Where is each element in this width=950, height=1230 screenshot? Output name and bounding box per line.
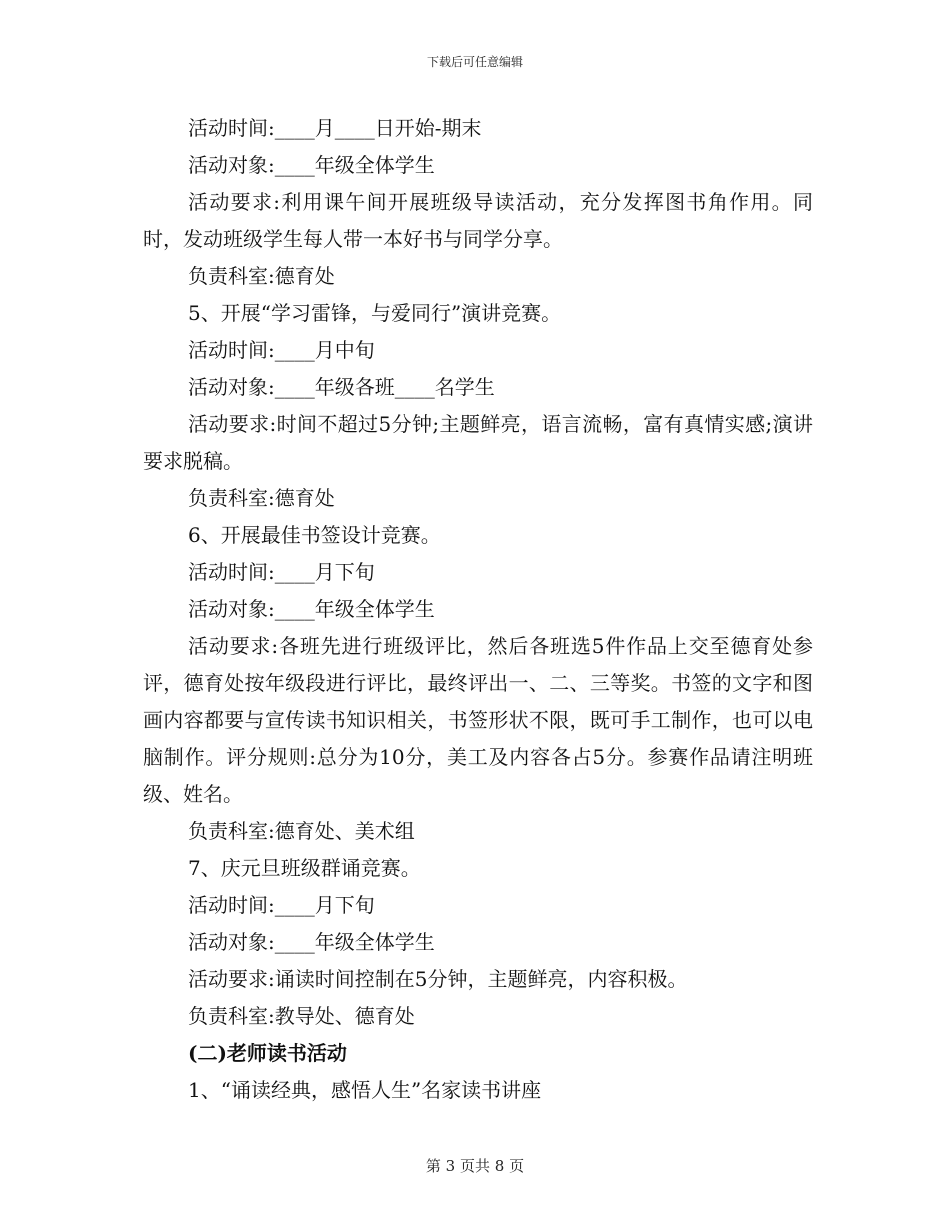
responsible-department-line: 负责科室:德育处 — [188, 264, 335, 288]
item-6-heading: 6、开展最佳书签设计竞赛。 — [188, 523, 441, 547]
activity-requirement-line: 活动要求:诵读时间控制在5分钟，主题鲜亮，内容积极。 — [188, 967, 688, 991]
page-header: 下载后可任意编辑 — [426, 55, 523, 69]
activity-requirement-paragraph: 活动要求:利用课午间开展班级导读活动，充分发挥图书角作用。同时，发动班级学生每人带一本好书与同学分享。 — [143, 190, 813, 251]
responsible-department-line: 负责科室:德育处 — [188, 486, 335, 510]
teacher-item-1-heading: 1、“诵读经典，感悟人生”名家读书讲座 — [188, 1078, 542, 1102]
activity-target-line: 活动对象:____年级各班____名学生 — [188, 375, 495, 399]
document-body — [143, 110, 813, 1109]
responsible-department-line: 负责科室:德育处、美术组 — [188, 819, 415, 843]
responsible-department-line: 负责科室:教导处、德育处 — [188, 1004, 415, 1028]
activity-target-line: 活动对象:____年级全体学生 — [188, 930, 435, 954]
activity-time-line: 活动时间:____月下旬 — [188, 560, 375, 584]
activity-target-line: 活动对象:____年级全体学生 — [188, 153, 435, 177]
activity-time-line: 活动时间:____月____日开始-期末 — [188, 116, 482, 140]
activity-requirement-paragraph: 活动要求:时间不超过5分钟;主题鲜亮，语言流畅，富有真情实感;演讲要求脱稿。 — [143, 412, 813, 473]
page-number: 第 3 页共 8 页 — [425, 1157, 525, 1175]
activity-time-line: 活动时间:____月中旬 — [188, 338, 375, 362]
item-7-heading: 7、庆元旦班级群诵竞赛。 — [188, 856, 421, 880]
section-heading-teacher-reading: (二)老师读书活动 — [188, 1041, 347, 1065]
activity-time-line: 活动时间:____月下旬 — [188, 893, 375, 917]
activity-target-line: 活动对象:____年级全体学生 — [188, 597, 435, 621]
activity-requirement-paragraph: 活动要求:各班先进行班级评比，然后各班选5件作品上交至德育处参评，德育处按年级段进行评比，最终评出一、二、三等奖。书签的文字和图画内容都要与宣传读书知识相关，书签形状不限，既可手工制作，也可以电脑制作。评分规则:总分为10分，美工及内容各占5分。参赛作品请注明班级、姓名。 — [143, 634, 813, 806]
item-5-heading: 5、开展“学习雷锋，与爱同行”演讲竞赛。 — [188, 301, 562, 325]
